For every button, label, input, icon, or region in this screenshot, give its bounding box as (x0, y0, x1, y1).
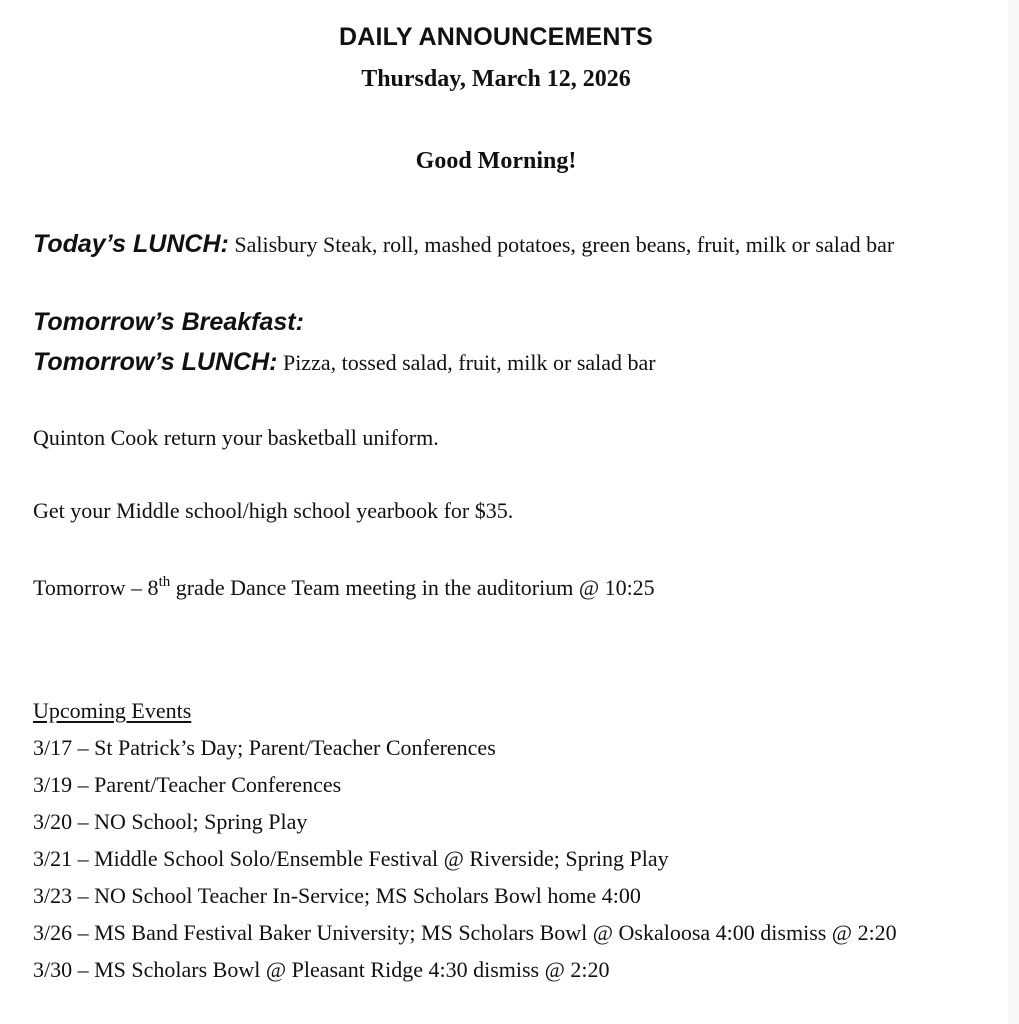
tomorrow-lunch-label: Tomorrow’s LUNCH: (33, 348, 278, 376)
upcoming-events-heading: Upcoming Events (33, 698, 192, 723)
event-item: 3/20 – NO School; Spring Play (33, 809, 308, 834)
today-lunch-menu: Salisbury Steak, roll, mashed potatoes, green beans, fruit, milk or salad bar (228, 232, 895, 257)
event-item: 3/23 – NO School Teacher In-Service; MS Scholars Bowl home 4:00 (33, 883, 641, 908)
uniform-notice: Quinton Cook return your basketball uniform. (33, 425, 439, 450)
upcoming-events (33, 692, 959, 988)
tomorrow-lunch-line (33, 343, 959, 382)
event-item: 3/26 – MS Band Festival Baker University; MS Scholars Bowl @ Oskaloosa 4:00 dismiss @ 2:20 (33, 920, 897, 945)
dance-notice-ordinal: th (158, 574, 171, 590)
today-lunch-label: Today’s LUNCH: (33, 230, 229, 258)
event-item: 3/17 – St Patrick’s Day; Parent/Teacher Conferences (33, 735, 496, 760)
yearbook-notice: Get your Middle school/high school yearbook for $35. (33, 498, 514, 523)
dance-notice-suffix: grade Dance Team meeting in the auditorium @ 10:25 (170, 575, 655, 600)
dance-team-notice (33, 569, 959, 606)
event-item: 3/30 – MS Scholars Bowl @ Pleasant Ridge 4:30 dismiss @ 2:20 (33, 957, 610, 982)
announcement-date: Thursday, March 12, 2026 (361, 66, 631, 92)
event-item: 3/21 – Middle School Solo/Ensemble Festival @ Riverside; Spring Play (33, 846, 669, 871)
tomorrow-breakfast-label: Tomorrow’s Breakfast: (33, 308, 304, 336)
page-edge-strip (1008, 0, 1019, 1024)
greeting: Good Morning! (415, 148, 577, 174)
dance-notice-prefix: Tomorrow – 8 (33, 575, 159, 600)
tomorrow-lunch-menu: Pizza, tossed salad, fruit, milk or salad bar (277, 350, 656, 375)
event-item: 3/19 – Parent/Teacher Conferences (33, 772, 342, 797)
tomorrow-breakfast-line (33, 303, 959, 342)
page-title: DAILY ANNOUNCEMENTS (338, 23, 654, 51)
today-lunch-line (33, 225, 959, 264)
